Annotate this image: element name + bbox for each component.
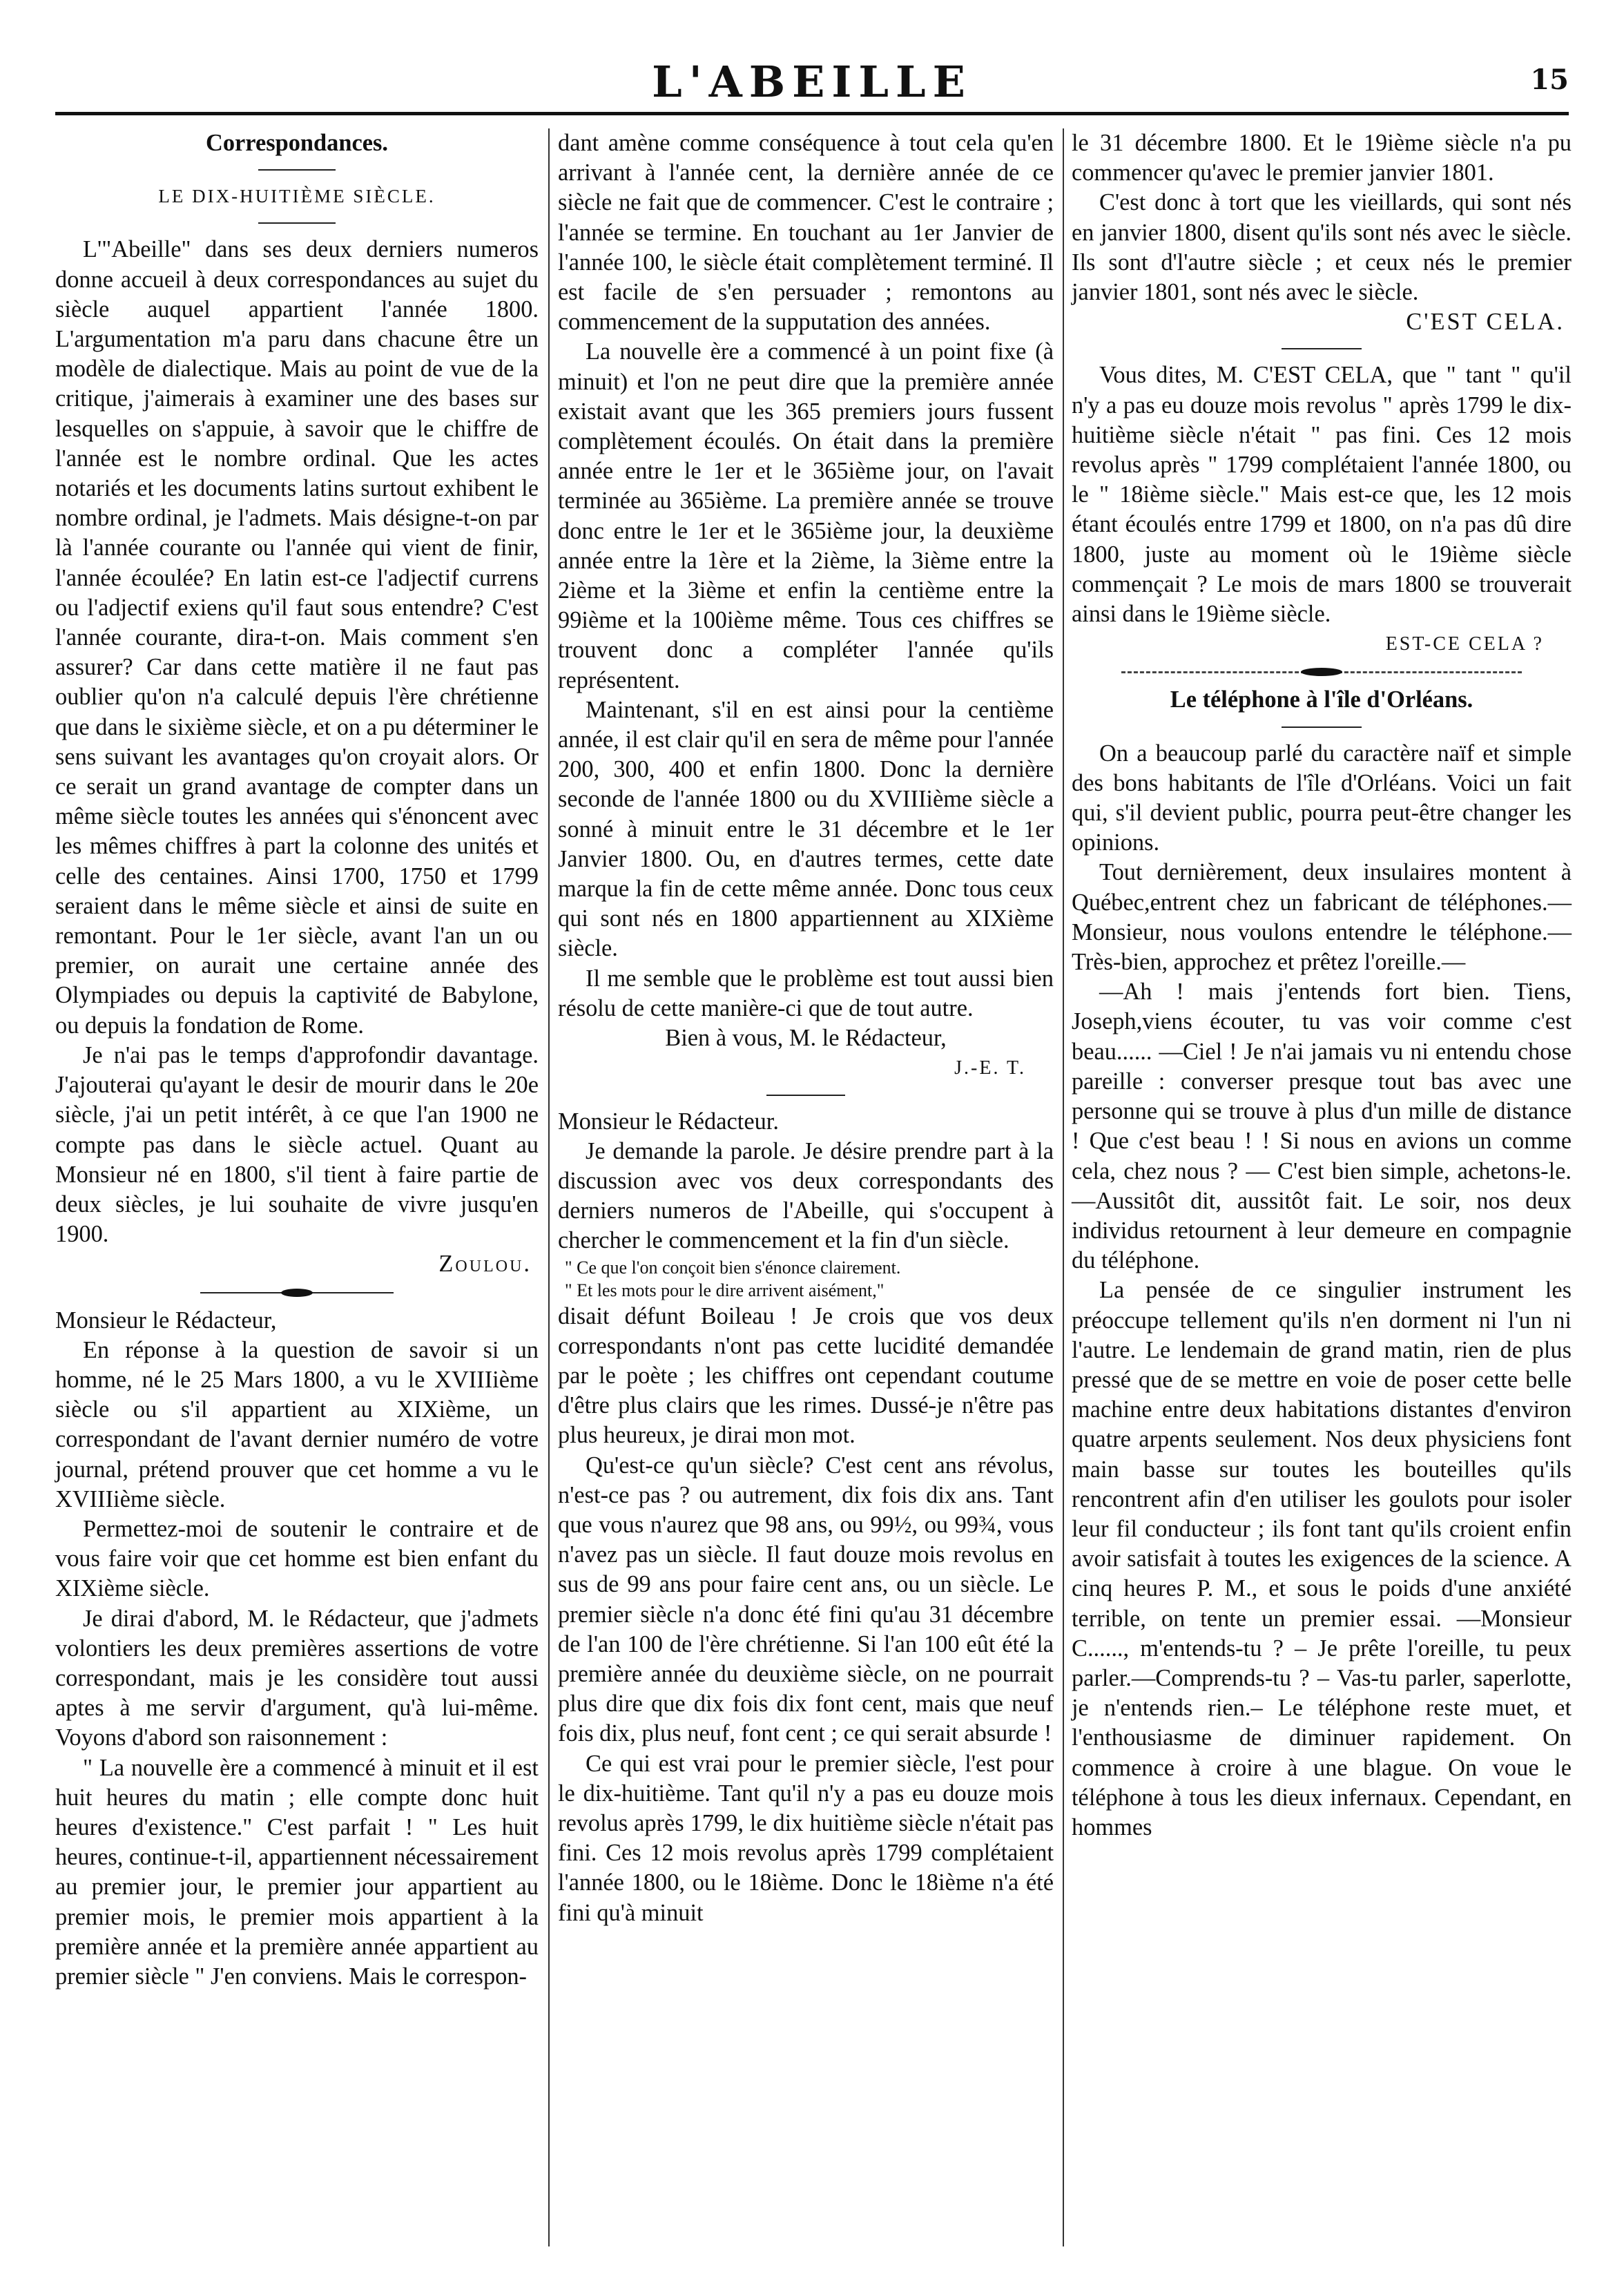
short-rule xyxy=(558,1090,1054,1100)
short-rule xyxy=(55,218,539,228)
column-1 xyxy=(55,128,539,1992)
paragraph: On a beaucoup parlé du caractère naïf et simple des bons habitants de l'île d'Orléans. Voici un fait qui, s'il devient public, pourra peut-être changer les opinions. xyxy=(1072,740,1572,856)
article-heading: Le téléphone à l'île d'Orléans. xyxy=(1170,686,1473,713)
paragraph: —Ah ! mais j'entends fort bien. Tiens, Joseph,viens écouter, tu vas voir comme c'est beau...... —Ciel ! Je n'ai jamais vu ni entendu chose pareille : converser presque tout bas avec une personne qui se trouve à plus d'un mille de distance ! Que c'est beau ! ! Si nous en avions un comme cela, chez nous ? — C'est bien simple, achetons-le.—Aussitôt dit, aussitôt fait. Le soir, nos deux individus retournent à leur demeure en compagnie du téléphone. xyxy=(1072,979,1572,1274)
paragraph: La pensée de ce singulier instrument les préoccupe tellement qu'ils n'en dorment ni l'un ni l'autre. Le lendemain de grand matin, rien de plus pressé que de se mettre en voie de poser cette belle machine entre deux habitations distantes d'environ quatre arpents seulement. Nos deux physiciens font main basse sur toutes les bouteilles qu'ils rencontrent afin d'en utiliser les goulots pour isoler leur fil conducteur ; ils font tant qu'ils croient enfin avoir satisfait à toutes les exigences de la science. A cinq heures P. M., et sous le poids d'une anxiété terrible, on tente un premier essai. —Monsieur C......, m'entends-tu ? – Je prête l'oreille, tu peux parler.—Comprends-tu ? – Vas-tu parler, saperlotte, je n'entends rien.– Le téléphone reste muet, et l'enthousiasme de diminuer rapidement. On commence à croire à une blague. On voue le téléphone à tous les dieux infernaux. Cependant, en hommes xyxy=(1072,1277,1572,1840)
paragraph: Il me semble que le problème est tout aussi bien résolu de cette manière-ci que de tout autre. xyxy=(558,965,1054,1021)
column-rule-2 xyxy=(1063,128,1064,2246)
paragraph: La nouvelle ère a commencé à un point fixe (à minuit) et l'on ne peut dire que la première année existait avant que les 365 premiers jours fussent complètement écoulés. On était dans la première année entre le 1er et le 365ième jour, on l'avait terminée au 365ième. La première année se trouve donc entre le 1er et le 365ième jour, la deuxième année entre la 1ère et la 2ième, la 3ième entre la 2ième et la 3ième et enfin la centième entre la 99ième et la 100ième même. Tous ces chiffres se trouvent donc a compléter l'année qu'ils représentent. xyxy=(558,338,1054,693)
paragraph: le 31 décembre 1800. Et le 19ième siècle n'a pu commencer qu'avec le premier janvier 1801. xyxy=(1072,130,1572,186)
paragraph: Vous dites, M. C'EST CELA, que " tant " qu'il n'y a pas eu douze mois revolus " après 1799 le dix-huitième siècle n'était " pas fini. Ces 12 mois revolus après " 1799 complétaient l'année 1800, ou le " 18ième siècle." Mais est-ce que, les 12 mois étant écoulés entre 1799 et 1800, on n'a pas dû dire 1800, juste au moment où le 19ième siècle commençait ? Le mois de mars 1800 se trouverait ainsi dans le 19ième siècle. xyxy=(1072,362,1572,628)
ornament-divider xyxy=(55,1285,539,1300)
paragraph: En réponse à la question de savoir si un homme, né le 25 Mars 1800, a vu le XVIIIième siècle ou s'il appartient au XIXième, un correspondant de l'avant dernier numéro de votre journal, prétend prouver que cet homme a vu le XVIIIième siècle. xyxy=(55,1336,539,1512)
column-rule-1 xyxy=(548,128,550,2246)
paragraph: L'"Abeille" dans ses deux derniers numeros donne accueil à deux correspondances au sujet du siècle auquel appartient l'année 1800. L'argumentation m'a paru dans chacune être un modèle de dialectique. Mais au point de vue de la critique, j'aimerais à examiner une des bases sur lesquelles on s'appuie, à savoir que le chiffre de l'année est le nombre ordinal. Que les actes notariés et les documents latins surtout exhibent le nombre ordinal, je l'admets. Mais désigne-t-on par là l'année courante ou l'année qui vient de finir, l'année écoulée? En latin est-ce l'adjectif currens ou l'adjectif exiens qu'il faut sous entendre? C'est l'année courante, dira-t-on. Mais comment s'en assurer? Car dans cette matière il ne faut pas oublier qu'on n'a calculé depuis l'ère chrétienne que dans le sixième siècle, et on a pu déterminer le sens suivant les avantages qu'on croyait alors. Or ce serait un grand avantage de compter dans un même siècle toutes les années qui s'énoncent avec les mêmes chiffres à part la colonne des unités et celle des centaines. Ainsi 1700, 1750 et 1799 seraient dans le même siècle et ainsi de suite en remontant. Pour le 1er siècle, avant l'an un ou premier, on aurait une certaine année des Olympiades ou depuis la captivité de Babylone, ou depuis la fondation de Rome. xyxy=(55,236,539,1039)
section-heading: Correspondances. xyxy=(206,130,388,156)
page-number: 15 xyxy=(1530,64,1569,96)
short-rule xyxy=(55,165,539,175)
paragraph: Maintenant, s'il en est ainsi pour la centième année, il est clair qu'il en sera de même pour l'année 200, 300, 400 et enfin 1800. Donc la dernière seconde de l'année 1800 ou du XVIIIième siècle a sonné à minuit entre le 31 décembre et le 1er Janvier 1800. Ou, en d'autres termes, cette date marque la fin de cette même année. Donc tous ceux qui sont nés en 1800 appartiennent au XIXième siècle. xyxy=(558,696,1054,962)
paragraph: Je demande la parole. Je désire prendre part à la discussion avec vos deux correspondants des derniers numeros de l'Abeille, qui s'occupent à chercher le commencement et la fin d'un siècle. xyxy=(558,1137,1054,1254)
paragraph: Ce qui est vrai pour le premier siècle, l'est pour le dix-huitième. Tant qu'il n'y a pas eu douze mois revolus après 1799, le dix huitième siècle n'était pas fini. Ces 12 mois revolus après 1799 complétaient l'année 1800, ou le 18ième. Donc le 18ième n'a été fini qu'à minuit xyxy=(558,1750,1054,1926)
signature: Zoulou. xyxy=(438,1251,532,1278)
article-subheading: LE DIX-HUITIÈME SIÈCLE. xyxy=(158,186,436,207)
salutation: Monsieur le Rédacteur, xyxy=(55,1307,277,1334)
quotation-line: " Et les mots pour le dire arrivent aisément," xyxy=(565,1280,884,1300)
column-2 xyxy=(558,128,1054,1928)
signature: C'EST CELA. xyxy=(1406,309,1565,336)
paragraph: " La nouvelle ère a commencé à minuit et il est huit heures du matin ; elle compte donc huit heures d'existence." C'est parfait ! " Les huit heures, continue-t-il, appartiennent nécessairement au premier jour, le premier jour appartient au premier mois, le premier mois appartient à la première année et la première année appartient au premier siècle " J'en conviens. Mais le correspon- xyxy=(55,1754,539,1990)
newspaper-title: L'ABEILLE xyxy=(652,57,972,107)
paragraph: dant amène comme conséquence à tout cela qu'en arrivant à l'année cent, la dernière année de ce siècle ne fait que de commencer. C'est le contraire ; l'année se termine. En touchant au 1er Janvier de l'année 100, le siècle était complètement terminé. Il est facile de s'en persuader ; remontons au commencement de la supputation des années. xyxy=(558,130,1054,336)
short-rule xyxy=(1072,722,1572,732)
signature: EST-CE CELA ? xyxy=(1385,633,1544,655)
paragraph: Permettez-moi de soutenir le contraire et de vous faire voir que cet homme est bien enfant du XIXième siècle. xyxy=(55,1515,539,1602)
masthead xyxy=(55,59,1569,115)
salutation: Monsieur le Rédacteur. xyxy=(558,1108,779,1135)
signature: J.-E. T. xyxy=(954,1057,1026,1079)
paragraph: Je n'ai pas le temps d'approfondir davantage. J'ajouterai qu'ayant le desir de mourir dans le 20e siècle, j'ai un petit intérêt, à ce que l'an 1900 ne compte pas dans le siècle actuel. Quant au Monsieur né en 1800, s'il tient à faire partie de deux siècles, je lui souhaite de vivre jusqu'en 1900. xyxy=(55,1041,539,1248)
paragraph: C'est donc à tort que les vieillards, qui sont nés en janvier 1800, disent qu'ils sont nés avec le siècle. Ils sont d'l'autre siècle ; et ceux nés le premier janvier 1801, sont nés avec le siècle. xyxy=(1072,189,1572,306)
paragraph: Tout dernièrement, deux insulaires montent à Québec,entrent chez un fabricant de téléphones.— Monsieur, nous voulons entendre le téléphone.— Très-bien, approchez et prêtez l'oreille.— xyxy=(1072,859,1572,976)
column-3 xyxy=(1072,128,1572,1842)
paragraph: Je dirai d'abord, M. le Rédacteur, que j'admets volontiers les deux premières assertions de votre correspondant, mais je les considère tout aussi aptes à me servir d'argument, qu'à lui-même. Voyons d'abord son raisonnement : xyxy=(55,1605,539,1751)
paragraph: Qu'est-ce qu'un siècle? C'est cent ans révolus, n'est-ce pas ? ou autrement, dix fois dix ans. Tant que vous n'aurez que 98 ans, ou 99½, ou 99¾, vous n'avez pas un siècle. Il faut douze mois revolus en sus de 99 ans pour faire cent ans, ou un siècle. Le premier siècle n'a donc été fini qu'au 31 décembre de l'an 100 de l'ère chrétienne. Si l'an 100 eût été la première année du deuxième siècle, on ne pourrait plus dire que dix fois dix font cent, mais que neuf fois dix, plus neuf, font cent ; ce qui serait absurde ! xyxy=(558,1452,1054,1747)
ornament-divider xyxy=(1072,664,1572,680)
short-rule xyxy=(1072,344,1572,354)
quotation-line: " Ce que l'on conçoit bien s'énonce clairement. xyxy=(565,1257,901,1278)
closing: Bien à vous, M. le Rédacteur, xyxy=(665,1025,947,1052)
paragraph: disait défunt Boileau ! Je crois que vos deux correspondants n'ont pas cette lucidité demandée par le poète ; les chiffres ont cependant coutume d'être plus clairs que les rimes. Dussé-je n'être pas plus heureux, je dirai mon mot. xyxy=(558,1302,1054,1449)
